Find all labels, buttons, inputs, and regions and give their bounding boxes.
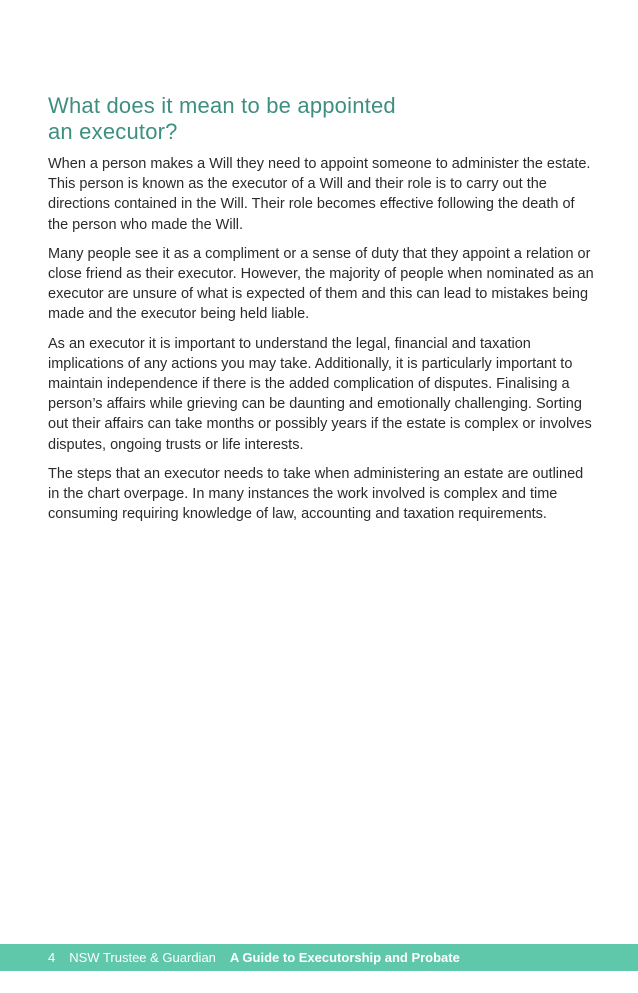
paragraph-choosing-executor: Many people see it as a compliment or a sense of duty that they appoint a relation or close friend as their executor. However, the majority of people when nominated as an executor are unsure of what is expected of them and this can lead to mistakes being made and the executor being held liable. <box>48 245 594 323</box>
page-number: 4 <box>48 950 56 965</box>
paragraph-executor-role: When a person makes a Will they need to appoint someone to administer the estate. This person is known as the executor of a Will and their role is to carry out the directions contained in the Will. Their role becomes effective following the death of the person who made the Will. <box>48 156 591 233</box>
title-line-2: an executor? <box>48 119 178 144</box>
footer-guide-title: A Guide to Executorship and Probate <box>229 950 460 965</box>
paragraph-executor-obligations: As an executor it is important to understand the legal, financial and taxation implications of any actions you may take. Additionally, it is particularly important to maintain independence if there is the added complication of disputes. Finalising a person’s affairs while grieving can be daunting and emotionally challenging. Sorting out their affairs can take months or possibly years if the estate is complex or involves disputes, ongoing trusts or life interests. <box>48 335 592 453</box>
page-title <box>48 93 596 145</box>
title-line-1: What does it mean to be appointed <box>48 93 396 118</box>
page-footer <box>0 944 638 971</box>
paragraph-executor-steps: The steps that an executor needs to take when administering an estate are outlined in the chart overpage. In many instances the work involved is complex and time consuming requiring knowledge of law, accounting and taxation requirements. <box>48 465 584 523</box>
main-content <box>48 93 596 524</box>
footer-organisation: NSW Trustee & Guardian <box>69 950 216 965</box>
